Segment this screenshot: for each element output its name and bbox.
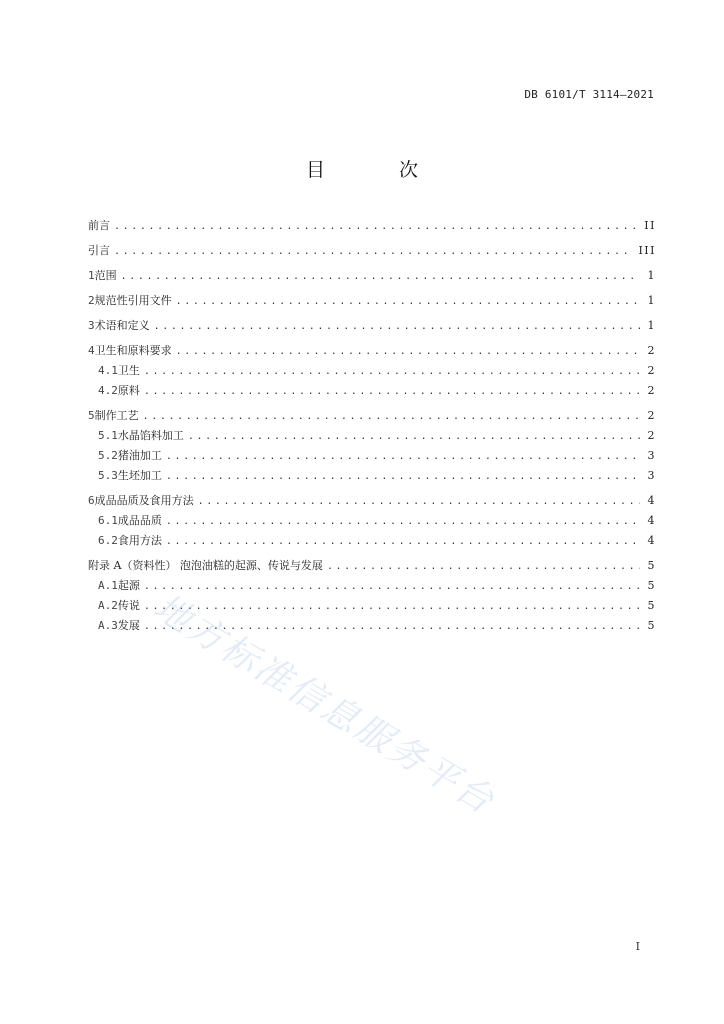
toc-entry-page: 1: [647, 294, 656, 307]
toc-entry-label: 制作工艺: [94, 409, 139, 422]
toc-entry-label: 附录 A（资料性） 泡泡油糕的起源、传说与发展: [88, 559, 323, 572]
toc-entry[interactable]: [88, 295, 656, 308]
toc-entry-page: 2: [647, 344, 656, 357]
toc-leader-dots: [154, 321, 640, 333]
toc-entry[interactable]: [88, 365, 656, 378]
toc-entry-label: 水晶馅料加工: [117, 429, 184, 442]
toc-leader-dots: [166, 536, 640, 548]
toc-entry-page: 2: [647, 409, 656, 422]
toc-entry-label: 成品品质及食用方法: [94, 494, 194, 507]
page-title: 目 次: [305, 159, 453, 181]
toc-entry-page: 4: [647, 494, 656, 507]
toc-leader-dots: [176, 346, 640, 358]
toc-entry-label: 猪油加工: [117, 449, 162, 462]
toc-entry-number: A.1: [98, 579, 118, 592]
toc-entry-number: 2: [88, 294, 95, 307]
toc-entry[interactable]: [88, 495, 656, 508]
toc-leader-dots: [166, 516, 640, 528]
toc-entry-label: 范围: [94, 269, 117, 282]
toc-entry-page: 1: [647, 319, 656, 332]
toc-entry[interactable]: [88, 560, 656, 573]
toc-entry-label: 原料: [117, 384, 140, 397]
toc-leader-dots: [176, 296, 640, 308]
toc-entry[interactable]: [88, 320, 656, 333]
toc-entry-number: A.3: [98, 619, 118, 632]
toc-entry-label: 卫生和原料要求: [94, 344, 172, 357]
toc-entry-number: 4.2: [98, 384, 118, 397]
toc-leader-dots: [114, 221, 638, 233]
toc-entry[interactable]: [88, 410, 656, 423]
toc-entry-number: 5: [88, 409, 95, 422]
toc-entry-number: 3: [88, 319, 95, 332]
toc-leader-dots: [143, 411, 640, 423]
toc-entry-page: 5: [647, 619, 656, 632]
toc-entry-label: 成品品质: [117, 514, 162, 527]
toc-entry-label: 卫生: [117, 364, 140, 377]
toc-entry-page: III: [638, 244, 656, 257]
toc-entry-number: 1: [88, 269, 95, 282]
toc-entry-number: 4: [88, 344, 95, 357]
toc-entry[interactable]: [88, 345, 656, 358]
toc-entry-page: 3: [647, 469, 656, 482]
table-of-contents: [88, 220, 656, 633]
toc-entry[interactable]: [88, 515, 656, 528]
toc-leader-dots: [144, 581, 640, 593]
page-number: I: [635, 940, 640, 953]
toc-entry-number: 6: [88, 494, 95, 507]
toc-entry-label: 规范性引用文件: [94, 294, 172, 307]
toc-entry-page: 1: [647, 269, 656, 282]
toc-entry-page: 5: [647, 599, 656, 612]
toc-entry[interactable]: [88, 535, 656, 548]
toc-entry-label: 生坯加工: [117, 469, 162, 482]
toc-entry-number: 5.1: [98, 429, 118, 442]
toc-entry-label: 起源: [117, 579, 140, 592]
toc-leader-dots: [188, 431, 640, 443]
toc-entry-page: 2: [647, 429, 656, 442]
toc-leader-dots: [166, 451, 640, 463]
toc-entry-page: 2: [647, 364, 656, 377]
toc-entry-page: 4: [647, 514, 656, 527]
toc-leader-dots: [144, 366, 640, 378]
toc-entry[interactable]: [88, 245, 656, 258]
toc-entry[interactable]: [88, 385, 656, 398]
watermark: 地方标准信息服务平台: [146, 586, 503, 823]
toc-entry[interactable]: [88, 470, 656, 483]
toc-entry-label: 术语和定义: [94, 319, 150, 332]
toc-entry-number: 4.1: [98, 364, 118, 377]
doc-code: DB 6101/T 3114—2021: [524, 88, 654, 101]
toc-entry-page: II: [644, 219, 656, 232]
toc-leader-dots: [327, 561, 640, 573]
toc-entry-page: 5: [647, 559, 656, 572]
toc-entry-number: 5.2: [98, 449, 118, 462]
toc-entry-page: 2: [647, 384, 656, 397]
toc-entry-number: 6.1: [98, 514, 118, 527]
toc-entry[interactable]: [88, 220, 656, 233]
toc-entry-number: 5.3: [98, 469, 118, 482]
toc-entry-label: 食用方法: [117, 534, 162, 547]
toc-entry-number: 6.2: [98, 534, 118, 547]
toc-leader-dots: [121, 271, 640, 283]
toc-entry[interactable]: [88, 270, 656, 283]
toc-entry[interactable]: [88, 450, 656, 463]
toc-entry-label: 前言: [88, 219, 110, 232]
toc-entry-number: A.2: [98, 599, 118, 612]
toc-entry-page: 3: [647, 449, 656, 462]
toc-leader-dots: [198, 496, 640, 508]
toc-leader-dots: [144, 386, 640, 398]
toc-entry-label: 引言: [88, 244, 110, 257]
toc-leader-dots: [114, 246, 632, 258]
toc-entry-label: 传说: [117, 599, 140, 612]
toc-leader-dots: [166, 471, 640, 483]
toc-entry[interactable]: [88, 430, 656, 443]
toc-entry-page: 4: [647, 534, 656, 547]
toc-entry-page: 5: [647, 579, 656, 592]
toc-entry-label: 发展: [117, 619, 140, 632]
